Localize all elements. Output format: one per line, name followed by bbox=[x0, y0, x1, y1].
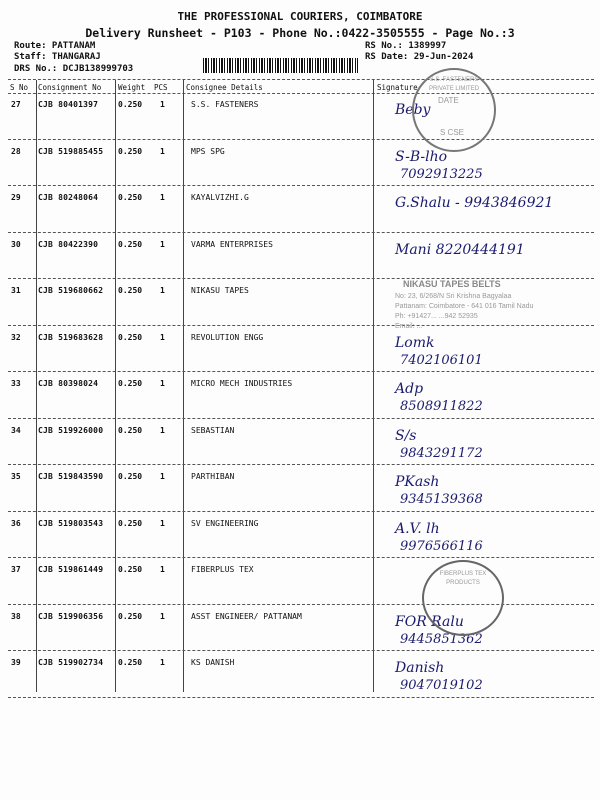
row-consignment: CJB 519683628 bbox=[38, 332, 104, 342]
row-weight: 0.250 bbox=[118, 611, 143, 621]
col-header-sno: S No bbox=[10, 83, 29, 92]
col-header-consignment: Consignment No bbox=[38, 83, 102, 92]
row-sno: 35 bbox=[11, 472, 21, 481]
row-divider bbox=[8, 464, 594, 465]
row-sno: 31 bbox=[11, 286, 21, 295]
route-label: Route: PATTANAM bbox=[14, 41, 96, 51]
row-divider bbox=[8, 557, 594, 558]
row-consignment: CJB 519902734 bbox=[38, 658, 104, 667]
drs-label: DRS No.: DCJB138999703 bbox=[14, 64, 134, 74]
row-consignee: VARMA ENTERPRISES bbox=[191, 239, 273, 249]
row-consignee: SV ENGINEERING bbox=[191, 518, 259, 528]
row-consignment: CJB 519926000 bbox=[38, 425, 104, 435]
row-signature: Danish bbox=[395, 660, 445, 676]
row-signature: Beby bbox=[395, 102, 431, 118]
company-stamp: S.S. FASTENERS PRIVATE LIMITED DATE S CSE bbox=[412, 68, 496, 152]
row-consignment: CJB 80422390 bbox=[38, 239, 99, 249]
row-consignment: CJB 519680662 bbox=[38, 286, 104, 295]
row-signature: A.V. lh bbox=[395, 520, 440, 537]
row-signature: S/s bbox=[395, 427, 417, 444]
row-sno: 36 bbox=[11, 518, 21, 528]
row-signature-phone: 9445851362 bbox=[400, 631, 483, 647]
row-weight: 0.250 bbox=[118, 332, 143, 342]
row-divider bbox=[8, 139, 594, 140]
row-weight: 0.250 bbox=[118, 565, 143, 574]
runsheet-title: Delivery Runsheet - P103 - Phone No.:0422-3505555 - Page No.:3 bbox=[85, 26, 515, 40]
nikasu-stamp-title: NIKASU TAPES BELTS bbox=[403, 279, 501, 289]
row-signature-phone: 9047019102 bbox=[400, 678, 483, 693]
col-header-pcs: PCS bbox=[154, 83, 168, 92]
row-consignment: CJB 519861449 bbox=[38, 565, 104, 574]
fiberplus-stamp: FIBERPLUS TEX PRODUCTS bbox=[422, 560, 504, 636]
nikasu-stamp-line: No: 23, 6/268/N Sri Krishna Bagyalaa bbox=[395, 293, 512, 300]
row-weight: 0.250 bbox=[118, 146, 143, 156]
row-pcs: 1 bbox=[160, 379, 165, 388]
row-consignee: KS DANISH bbox=[191, 658, 235, 667]
row-pcs: 1 bbox=[160, 565, 165, 574]
row-sno: 27 bbox=[11, 100, 21, 109]
row-consignment: CJB 519843590 bbox=[38, 472, 104, 481]
row-signature: G.Shalu - 9943846921 bbox=[395, 195, 554, 211]
row-sno: 39 bbox=[11, 658, 21, 667]
row-divider bbox=[8, 325, 594, 326]
row-signature: FOR Ralu bbox=[395, 613, 464, 630]
row-signature: PKash bbox=[395, 474, 440, 490]
rs-no-label: RS No.: 1389997 bbox=[365, 41, 447, 51]
row-divider bbox=[8, 650, 594, 651]
row-consignment: CJB 80248064 bbox=[38, 193, 99, 202]
row-sno: 30 bbox=[11, 239, 21, 249]
nikasu-stamp-line: Email: ... bbox=[395, 323, 423, 330]
row-pcs: 1 bbox=[160, 472, 165, 481]
row-weight: 0.250 bbox=[118, 379, 143, 388]
row-weight: 0.250 bbox=[118, 239, 143, 249]
row-weight: 0.250 bbox=[118, 100, 143, 109]
row-signature-phone: 7092913225 bbox=[400, 166, 483, 182]
row-divider bbox=[8, 418, 594, 419]
row-divider bbox=[8, 232, 594, 233]
row-sno: 33 bbox=[11, 379, 21, 388]
nikasu-stamp-line: Ph: +91427... ...942 52935 bbox=[395, 313, 478, 320]
row-signature-phone: 9843291172 bbox=[400, 445, 483, 461]
row-divider bbox=[8, 185, 594, 186]
col-sep bbox=[115, 80, 116, 692]
row-weight: 0.250 bbox=[118, 286, 143, 295]
row-sno: 38 bbox=[11, 611, 21, 621]
row-consignment: CJB 519885455 bbox=[38, 146, 104, 156]
header-top-line bbox=[8, 79, 594, 80]
row-pcs: 1 bbox=[160, 658, 165, 667]
staff-label: Staff: THANGARAJ bbox=[14, 52, 101, 62]
barcode bbox=[203, 58, 358, 73]
row-pcs: 1 bbox=[160, 239, 165, 249]
nikasu-stamp-line: Pattanam: Coimbatore - 641 016 Tamil Nadu bbox=[395, 303, 534, 310]
row-pcs: 1 bbox=[160, 193, 165, 202]
company-title: THE PROFESSIONAL COURIERS, COIMBATORE bbox=[177, 10, 423, 23]
row-weight: 0.250 bbox=[118, 193, 143, 202]
row-weight: 0.250 bbox=[118, 425, 143, 435]
row-signature: S-B-lho bbox=[395, 148, 448, 165]
row-signature: Adp bbox=[395, 381, 424, 397]
col-sep bbox=[36, 80, 37, 692]
row-consignee: ASST ENGINEER/ PATTANAM bbox=[191, 611, 302, 621]
row-consignee: KAYALVIZHI.G bbox=[191, 193, 249, 202]
row-consignment: CJB 519906356 bbox=[38, 611, 104, 621]
row-divider bbox=[8, 278, 594, 279]
row-signature-phone: 9976566116 bbox=[400, 538, 483, 554]
row-pcs: 1 bbox=[160, 611, 165, 621]
header-bottom-line bbox=[8, 93, 594, 94]
col-header-consignee: Consignee Details bbox=[186, 83, 263, 92]
row-weight: 0.250 bbox=[118, 472, 143, 481]
row-signature: Mani 8220444191 bbox=[395, 241, 525, 258]
row-consignee: MICRO MECH INDUSTRIES bbox=[191, 379, 293, 388]
row-pcs: 1 bbox=[160, 146, 165, 156]
row-consignment: CJB 519803543 bbox=[38, 518, 104, 528]
row-sno: 37 bbox=[11, 565, 21, 574]
row-consignment: CJB 80398024 bbox=[38, 379, 99, 388]
row-pcs: 1 bbox=[160, 100, 165, 109]
row-consignment: CJB 80401397 bbox=[38, 100, 99, 109]
row-consignee: S.S. FASTENERS bbox=[191, 100, 259, 109]
row-divider bbox=[8, 604, 594, 605]
col-sep bbox=[373, 80, 374, 692]
row-divider bbox=[8, 511, 594, 512]
row-pcs: 1 bbox=[160, 518, 165, 528]
row-weight: 0.250 bbox=[118, 658, 143, 667]
row-divider bbox=[8, 697, 594, 698]
row-signature-phone: 9345139368 bbox=[400, 492, 483, 507]
row-divider bbox=[8, 371, 594, 372]
row-signature-phone: 7402106101 bbox=[400, 352, 483, 368]
col-header-signature: Signature bbox=[377, 83, 418, 92]
row-consignee: SEBASTIAN bbox=[191, 425, 235, 435]
row-signature: Lomk bbox=[395, 334, 435, 351]
row-pcs: 1 bbox=[160, 332, 165, 342]
row-sno: 34 bbox=[11, 425, 21, 435]
row-weight: 0.250 bbox=[118, 518, 143, 528]
col-header-weight: Weight bbox=[118, 83, 146, 92]
col-sep bbox=[183, 80, 184, 692]
row-pcs: 1 bbox=[160, 425, 165, 435]
row-consignee: PARTHIBAN bbox=[191, 472, 235, 481]
row-consignee: MPS SPG bbox=[191, 146, 225, 156]
row-sno: 29 bbox=[11, 193, 21, 202]
row-sno: 32 bbox=[11, 332, 21, 342]
row-pcs: 1 bbox=[160, 286, 165, 295]
row-sno: 28 bbox=[11, 146, 21, 156]
row-signature-phone: 8508911822 bbox=[400, 399, 483, 414]
row-consignee: NIKASU TAPES bbox=[191, 286, 249, 295]
rs-date-label: RS Date: 29-Jun-2024 bbox=[365, 52, 474, 62]
row-consignee: REVOLUTION ENGG bbox=[191, 332, 264, 342]
row-consignee: FIBERPLUS TEX bbox=[191, 565, 254, 574]
